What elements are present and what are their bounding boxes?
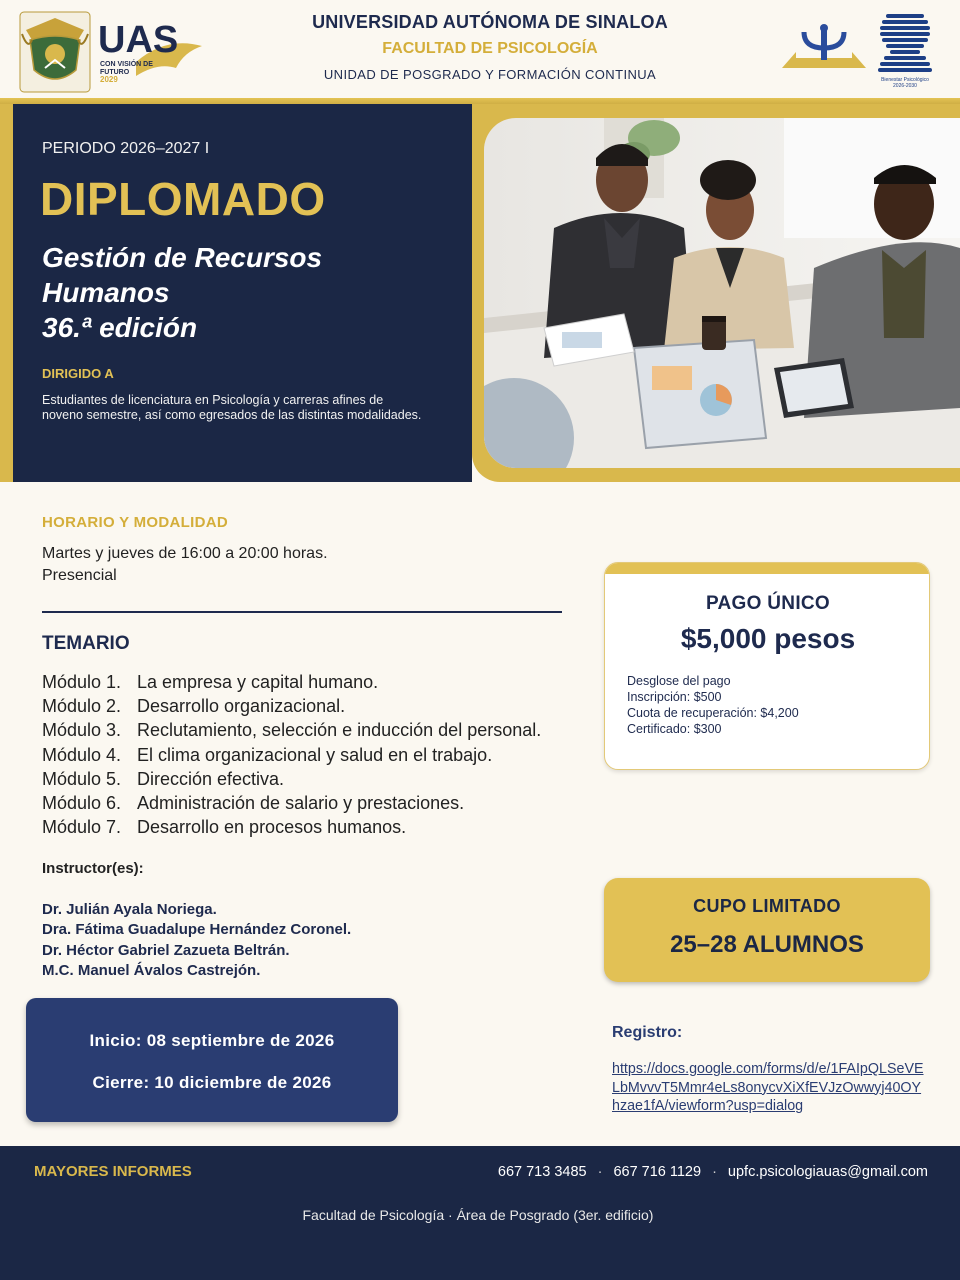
footer-address: Facultad de Psicología · Área de Posgrado (3er. edificio) xyxy=(302,1207,654,1223)
registration-title: Registro: xyxy=(612,1024,683,1041)
instructor-name: Dr. Julián Ayala Noriega. xyxy=(42,901,217,918)
breakdown-item: Cuota de recuperación: $4,200 xyxy=(627,706,799,720)
module-name: El clima organizacional y salud en el trabajo. xyxy=(137,744,493,765)
separator: · xyxy=(712,1164,717,1180)
instructors-list xyxy=(42,900,351,981)
dirigido-title: DIRIGIDO A xyxy=(42,366,114,381)
svg-text:FUTURO: FUTURO xyxy=(100,69,130,76)
module-name: La empresa y capital humano. xyxy=(137,672,379,692)
svg-text:UAS: UAS xyxy=(98,19,179,61)
module-number: Módulo 4. xyxy=(42,744,122,765)
faculty-name: FACULTAD DE PSICOLOGÍA xyxy=(382,40,598,57)
instructors-title: Instructor(es): xyxy=(42,860,144,877)
dirigido-line: noveno semestre, así como egresados de las distintas modalidades. xyxy=(42,408,422,422)
list-item xyxy=(42,767,541,791)
svg-text:Bienestar Psicológico: Bienestar Psicológico xyxy=(881,77,929,83)
payment-breakdown xyxy=(627,673,799,737)
unit-name: UNIDAD DE POSGRADO Y FORMACIÓN CONTINUA xyxy=(323,67,657,82)
university-name: UNIVERSIDAD AUTÓNOMA DE SINALOA xyxy=(312,12,668,32)
horario-modality: Presencial xyxy=(42,567,117,584)
phone-2[interactable]: 667 716 1129 xyxy=(613,1164,702,1180)
capacity-card xyxy=(604,878,930,982)
breakdown-title: Desglose del pago xyxy=(627,674,731,688)
instructor-name: Dr. Héctor Gabriel Zazueta Beltrán. xyxy=(42,941,290,959)
list-item xyxy=(42,815,541,839)
breakdown-item: Certificado: $300 xyxy=(627,722,722,736)
module-number: Módulo 1. xyxy=(42,672,122,692)
hero-accent-bar xyxy=(0,104,13,482)
footer-contacts xyxy=(498,1164,928,1180)
psychology-logo-icon xyxy=(782,22,866,70)
module-name: Administración de salario y prestaciones. xyxy=(137,793,465,814)
list-item xyxy=(42,670,541,694)
svg-text:CON VISIÓN DE: CON VISIÓN DE xyxy=(100,61,153,68)
end-date: Cierre: 10 diciembre de 2026 xyxy=(92,1073,332,1092)
section-divider xyxy=(42,611,562,613)
svg-text:2026-2030: 2026-2030 xyxy=(893,83,917,89)
course-title xyxy=(42,240,322,345)
horario-title: HORARIO Y MODALIDAD xyxy=(42,514,228,531)
capacity-value: 25–28 ALUMNOS xyxy=(670,931,864,958)
capacity-title: CUPO LIMITADO xyxy=(693,896,841,916)
registration-link-line[interactable]: https://docs.google.com/forms/d/e/1FAIpQLSeVE xyxy=(612,1061,924,1077)
diplomado-heading: DIPLOMADO xyxy=(40,173,326,225)
module-number: Módulo 2. xyxy=(42,696,122,717)
module-name: Desarrollo en procesos humanos. xyxy=(137,817,407,838)
course-title-line: Humanos xyxy=(42,277,170,308)
page-header xyxy=(0,0,960,100)
breakdown-item: Inscripción: $500 xyxy=(627,690,722,704)
module-name: Dirección efectiva. xyxy=(137,768,285,789)
dirigido-line: Estudiantes de licenciatura en Psicología y carreras afines de xyxy=(42,393,384,407)
payment-card-top-bar xyxy=(605,563,930,574)
module-name: Reclutamiento, selección e inducción del personal. xyxy=(137,720,542,741)
payment-amount: $5,000 pesos xyxy=(680,623,856,654)
list-item xyxy=(42,694,541,718)
course-title-line: Gestión de Recursos xyxy=(42,242,323,273)
footer-title: MAYORES INFORMES xyxy=(34,1163,192,1180)
payment-card xyxy=(604,562,930,770)
module-name: Desarrollo organizacional. xyxy=(137,696,346,717)
phone-1[interactable]: 667 713 3485 xyxy=(497,1164,587,1180)
registration-link[interactable] xyxy=(612,1060,952,1116)
list-item xyxy=(42,743,541,767)
module-number: Módulo 6. xyxy=(42,793,122,814)
registration-link-line[interactable]: hzae1fA/viewform?usp=dialog xyxy=(612,1098,804,1114)
horario-schedule: Martes y jueves de 16:00 a 20:00 horas. xyxy=(42,545,328,562)
module-number: Módulo 3. xyxy=(42,720,122,741)
payment-title: PAGO ÚNICO xyxy=(705,593,831,614)
module-number: Módulo 7. xyxy=(42,817,122,838)
instructor-name: M.C. Manuel Ávalos Castrejón. xyxy=(42,961,261,979)
contact-email[interactable]: upfc.psicologiauas@gmail.com xyxy=(727,1164,928,1180)
dirigido-text xyxy=(42,393,452,423)
uas-eagle-logo xyxy=(96,16,204,86)
module-number: Módulo 5. xyxy=(42,768,122,789)
list-item xyxy=(42,718,541,742)
instructor-name: Dra. Fátima Guadalupe Hernández Coronel. xyxy=(42,921,352,939)
bienestar-logo-icon xyxy=(876,10,934,90)
temario-list xyxy=(42,670,541,839)
temario-title: TEMARIO xyxy=(42,633,130,654)
horario-text xyxy=(42,543,328,587)
course-edition: 36.ª edición xyxy=(42,312,198,343)
dates-box xyxy=(26,998,398,1122)
list-item xyxy=(42,791,541,815)
registration-link-line[interactable]: LbMvvvT5Mmr4eLs8onycvXiXfEVJzOwwyj40OY xyxy=(612,1079,922,1096)
separator: · xyxy=(597,1164,603,1180)
university-crest-icon xyxy=(18,10,92,94)
start-date: Inicio: 08 septiembre de 2026 xyxy=(89,1031,335,1050)
periodo-label: PERIODO 2026–2027 I xyxy=(42,140,210,157)
svg-text:2029: 2029 xyxy=(100,75,118,84)
team-meeting-photo xyxy=(484,118,960,468)
